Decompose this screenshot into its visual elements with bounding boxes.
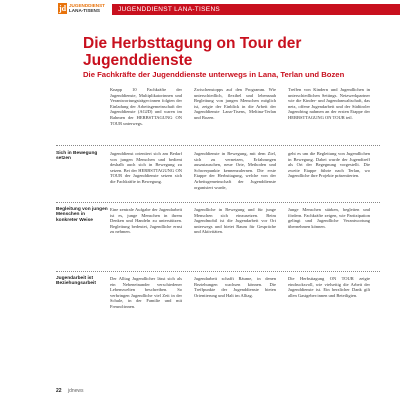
jugenddienst-logo: jd [58,4,67,13]
section-sidebar [56,207,108,224]
intro-column-3 [288,87,370,139]
page-header [0,0,400,18]
logo-line-1: JUGENDDIENST [69,3,105,8]
section-label: JUGENDDIENST LANA-TISENS [118,6,221,13]
intro-text: Treffen von Kindern und Jugendlichen in unterschiedlichen Settings. Netzwerkpartner wie die Kinder- und Jugendanwaltschaft, das netz, offene Jugendarbeit und der Südtiroler Jugendring nahmen an der ersten Etappe der HERBSTTAGUNG ON TOUR teil. [288,87,370,120]
section-column [110,276,182,376]
section-divider [56,271,380,272]
body-text: Junge Menschen stärken, begleiten und fördern. Fachkräfte zeigen, wie Partizipation gelingt und Jugendliche Verantwortung übernehmen können. [288,207,370,229]
body-text: Jugendliche in Bewegung und für junge Menschen sich einzusetzen. Beim Jugendmobil ist die Jugendarbeit vor Ort unterwegs und bietet Raum für Gespräche und Aktivitäten. [194,207,276,235]
body-text: Eine zentrale Aufgabe der Jugendarbeit ist es, junge Menschen in ihrem Denken und Handeln zu unterstützen. Begleitung bedeutet, Jugendliche ernst zu nehmen. [110,207,182,235]
section-sidebar [56,276,108,288]
section-column [194,207,276,271]
section-heading: Jugendarbeit ist Beziehungsarbeit [56,276,96,287]
article-title: Die Herbsttagung on Tour der Jugenddienste [83,35,302,69]
body-text: Der Alltag Jugendlicher lässt sich als ein Nebeneinander verschiedener Lebenswelten beschreiben. So verbringen Jugendliche viel Zeit in der Schule, in der Familie und mit Freund:innen. [110,276,182,309]
body-text: Die Herbsttagung ON TOUR zeigte eindrucksvoll, wie vielseitig die Arbeit der Jugenddienste ist. Ein herzlicher Dank gilt allen Gastgeber:innen und Beteiligten. [288,276,370,298]
body-text: geht es um die Begleitung von Jugendlichen in Bewegung. Dabei wurde der Jugendtreff als Ort der Begegnung vorgestellt. Die zweite Etappe führte nach Terlan, wo Jugendliche ihre Projekte präsentierten. [288,151,370,179]
section-divider [56,145,380,146]
intro-text: Knapp 10 Fachkräfte der Jugenddienste, Multiplikatorinnen und Verantwortungsträger:innen folgten der Einladung der Arbeitsgemeinschaft der Jugenddienste (AGJD) und waren im Rahmen der HERBSTTAGUNG ON TOUR unterwegs. [110,87,182,126]
intro-column-2 [194,87,276,139]
publication-name: jdnews [67,388,84,394]
logo-wordmark [69,3,105,14]
section-column [288,276,370,376]
section-heading: Begleitung von jungen Menschen in konkreter Weise [56,207,108,223]
section-heading: Sich in Bewegung setzen [56,151,98,162]
section-column [288,207,370,271]
body-text: Jugenddienst orientiert sich am Bedarf von jungen Menschen und bedient deshalb auch sich in Bewegung zu setzen. Bei der HERBSTTAGUNG ON TOUR der Jugenddienste setzen sich die Fachkräfte in Bewegung. [110,151,182,184]
article-subtitle: Die Fachkräfte der Jugenddienste unterwegs in Lana, Terlan und Bozen [83,70,345,79]
section-sidebar [56,151,108,163]
page-number: 22 [56,388,62,394]
section-column [194,276,276,376]
intro-text: Zwischenstopps auf den Programm. Wie unterschiedlich, flexibel und lebensnah Begleitung von jungen Menschen möglich ist, zeigte der Einblick in die Arbeit der Jugenddienste Lana-Tisens, Meltina-Terlan und Bozen. [194,87,276,120]
section-column [110,207,182,271]
logo-line-2: LANA-TISENS [69,8,100,14]
body-text: Jugendarbeit schafft Räume, in denen Beziehungen wachsen können. Die Treffpunkte der Jugenddienste bieten Orientierung und Halt im Alltag. [194,276,276,298]
section-bar [112,4,400,15]
intro-column-1 [110,87,182,139]
section-divider [56,202,380,203]
body-text: Jugenddienste in Bewegung, mit dem Ziel, sich zu vernetzen, Erfahrungen auszutauschen, neue Orte, Methoden und Schwerpunkte kennenzulernen. Die erste Etappe der Herbsttagung, welche von der Arbeitsgemeinschaft der Jugenddienste organisiert wurde, [194,151,276,190]
page-footer [56,388,84,394]
